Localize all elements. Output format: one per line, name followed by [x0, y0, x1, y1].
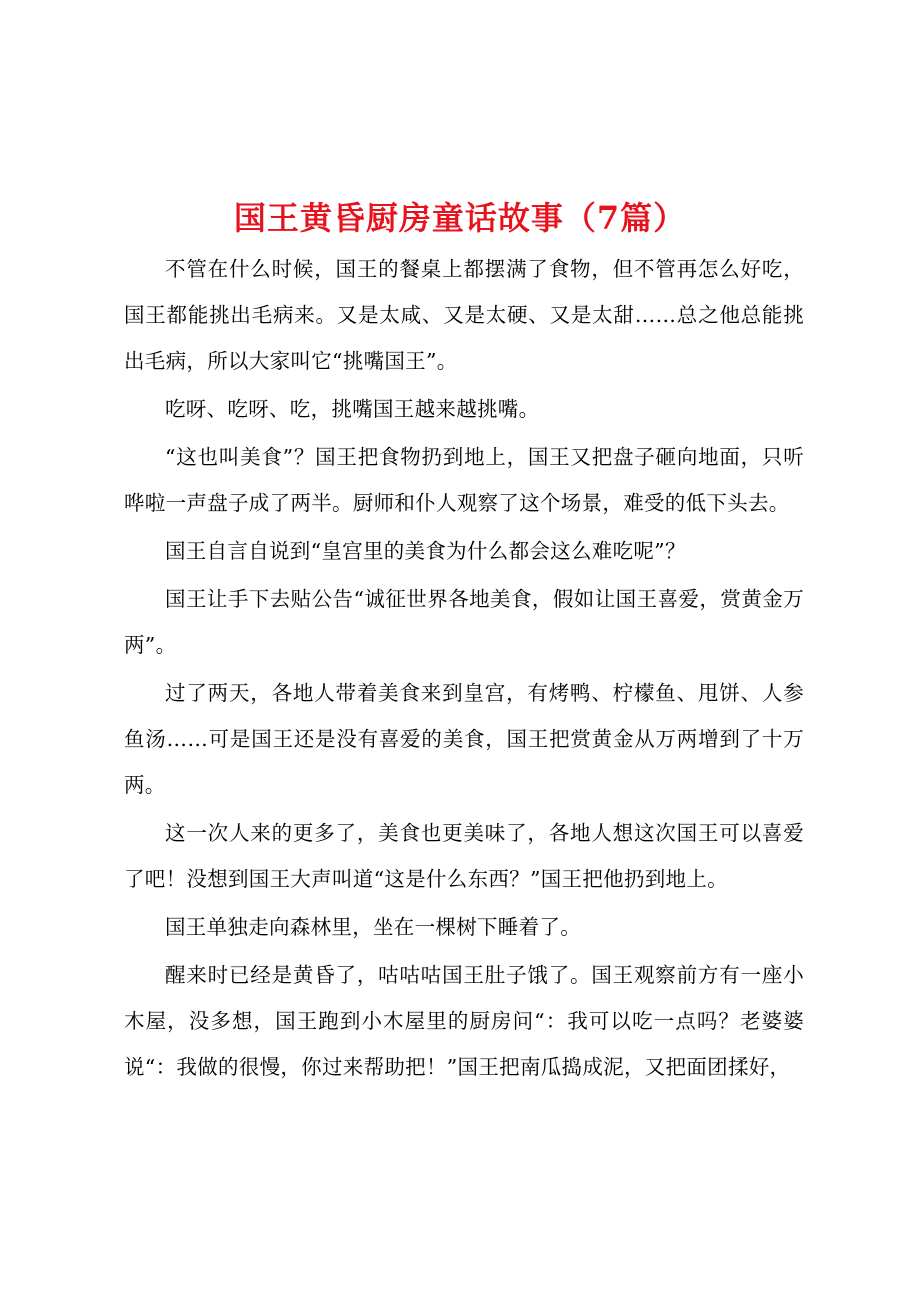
paragraph-9: 醒来时已经是黄昏了，咕咕咕国王肚子饿了。国王观察前方有一座小木屋，没多想，国王跑到小木屋里的厨房问“：我可以吃一点吗？老婆婆说“：我做的很慢，你过来帮助把！”国王把南瓜捣成泥，又把面团揉好，	[124, 963, 804, 1079]
paragraph-7: 这一次人来的更多了，美食也更美味了，各地人想这次国王可以喜爱了吧！没想到国王大声叫道“这是什么东西？”国王把他扔到地上。	[124, 821, 804, 891]
paragraph-2: 吃呀、吃呀、吃，挑嘴国王越来越挑嘴。	[165, 397, 540, 421]
paragraph-4: 国王自言自说到“皇宫里的美食为什么都会这么难吃呢”？	[165, 539, 686, 563]
document-body	[124, 246, 804, 1090]
paragraph-8: 国王单独走向森林里，坐在一棵树下睡着了。	[165, 915, 581, 939]
paragraph-3: “这也叫美食”？国王把食物扔到地上，国王又把盘子砸向地面，只听哗啦一声盘子成了两半。厨师和仆人观察了这个场景，难受的低下头去。	[124, 445, 804, 515]
document-title: 国王黄昏厨房童话故事（7篇）	[233, 199, 687, 237]
paragraph-1: 不管在什么时候，国王的餐桌上都摆满了食物，但不管再怎么好吃，国王都能挑出毛病来。又是太咸、又是太硬、又是太甜……总之他总能挑出毛病，所以大家叫它“挑嘴国王”。	[124, 257, 804, 373]
paragraph-5: 国王让手下去贴公告“诚征世界各地美食，假如让国王喜爱，赏黄金万两”。	[124, 587, 804, 657]
paragraph-6: 过了两天，各地人带着美食来到皇宫，有烤鸭、柠檬鱼、甩饼、人参鱼汤……可是国王还是没有喜爱的美食，国王把赏黄金从万两增到了十万两。	[124, 681, 804, 797]
